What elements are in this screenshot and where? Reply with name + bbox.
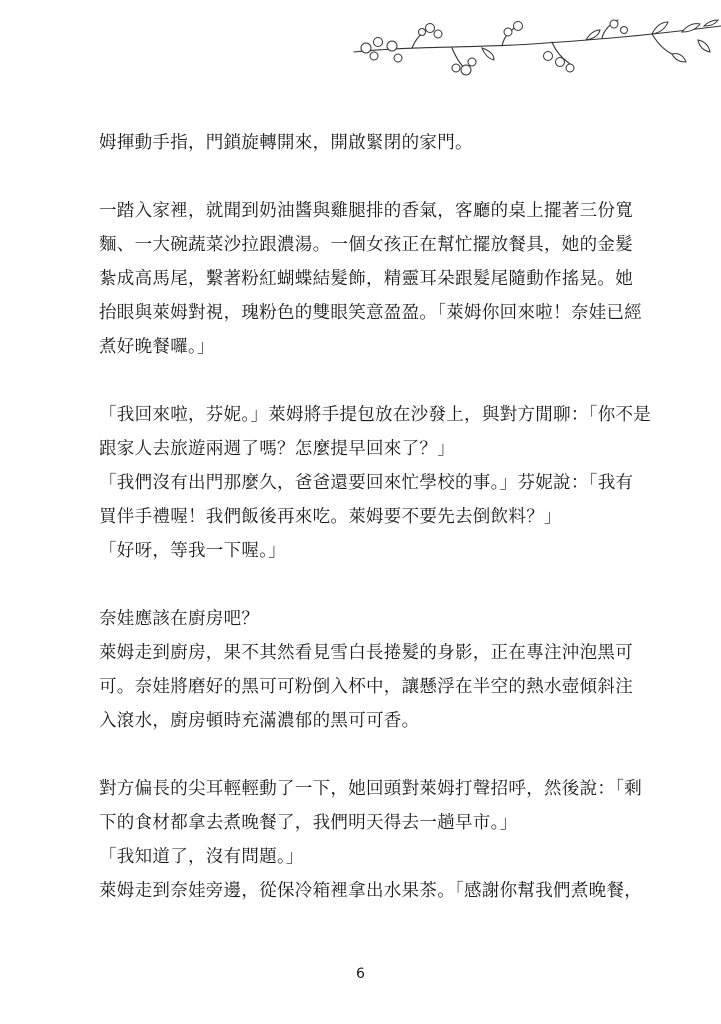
text-line: 姆揮動手指，門鎖旋轉開來，開啟緊閉的家門。 [99, 133, 473, 153]
text-line: 對方偏長的尖耳輕輕動了一下，她回頭對萊姆打聲招呼，然後說：「剩 [99, 779, 643, 799]
page-number: 6 [356, 966, 365, 982]
text-line: 奈娃應該在廚房吧？ [99, 609, 260, 629]
text-line: 麵、一大碗蔬菜沙拉跟濃湯。一個女孩正在幫忙擺放餐具，她的金髮 [99, 235, 633, 255]
text-line: 煮好晚餐囉。」 [99, 337, 215, 357]
text-line: 萊姆走到奈娃旁邊，從保冷箱裡拿出水果茶。「感謝你幫我們煮晚餐， [99, 881, 643, 901]
text-line: 跟家人去旅遊兩週了嗎？怎麼提早回來了？」 [99, 439, 455, 459]
text-line: 下的食材都拿去煮晚餐了，我們明天得去一趟早市。」 [99, 813, 518, 833]
text-line: 一踏入家裡，就聞到奶油醬與雞腿排的香氣，客廳的桌上擺著三份寬 [99, 201, 633, 221]
text-line: 「好呀，等我一下喔。」 [99, 541, 287, 561]
text-line: 可。奈娃將磨好的黑可可粉倒入杯中，讓懸浮在半空的熱水壺傾斜注 [99, 677, 633, 697]
vine-branch-illustration [352, 18, 721, 88]
text-line: 「我回來啦，芬妮。」萊姆將手提包放在沙發上，與對方閒聊：「你不是 [99, 405, 652, 425]
text-line: 入滾水，廚房頓時充滿濃郁的黑可可香。 [99, 711, 420, 731]
text-line: 抬眼與萊姆對視，瑰粉色的雙眼笑意盈盈。「萊姆你回來啦！奈娃已經 [99, 303, 643, 323]
text-line: 萊姆走到廚房，果不其然看見雪白長捲髮的身影，正在專注沖泡黑可 [99, 643, 633, 663]
text-line: 買伴手禮喔！我們飯後再來吃。萊姆要不要先去倒飲料？」 [99, 507, 562, 527]
text-line: 「我們沒有出門那麼久，爸爸還要回來忙學校的事。」芬妮說：「我有 [99, 473, 634, 493]
text-line: 紮成高馬尾，繫著粉紅蝴蝶結髮飾，精靈耳朵跟髮尾隨動作搖晃。她 [99, 269, 633, 289]
text-line: 「我知道了，沒有問題。」 [99, 847, 304, 867]
main-text [99, 126, 652, 908]
